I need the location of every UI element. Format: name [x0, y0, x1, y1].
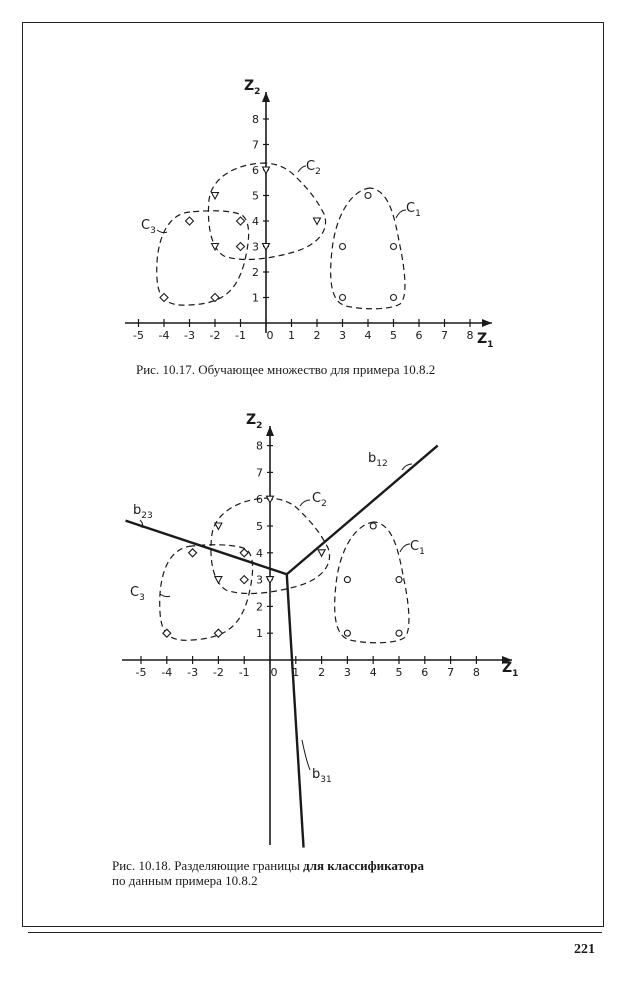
data-point-c3	[163, 629, 171, 637]
y-tick-label: 3	[256, 573, 263, 587]
x-tick-label: 0	[266, 329, 274, 342]
data-point-c1	[396, 577, 402, 583]
y-axis-label: $Z_2$	[244, 78, 261, 97]
boundary-b31-label: $b_{31}$	[312, 767, 332, 785]
y-axis-arrow	[266, 426, 274, 436]
boundary-b23-label: $b_{23}$	[133, 503, 153, 521]
x-axis-arrow	[482, 319, 492, 327]
data-point-c2	[318, 550, 325, 557]
data-point-c1	[344, 630, 350, 636]
page-number: 221	[574, 942, 595, 957]
y-axis-arrow	[262, 92, 270, 102]
y-tick-label: 7	[252, 138, 259, 152]
x-tick-label: -5	[133, 329, 144, 342]
x-tick-label: -1	[238, 666, 250, 679]
data-point-c3	[211, 294, 219, 302]
data-point-c2	[212, 193, 219, 200]
x-tick-label: 8	[466, 329, 474, 342]
x-tick-label: -4	[158, 329, 170, 342]
x-tick-label: 1	[292, 666, 300, 679]
data-point-c1	[370, 523, 376, 529]
boundary-b12	[287, 446, 438, 575]
class-c2-label: $C_2$	[312, 491, 327, 509]
class-c3-label: $C_3$	[141, 218, 156, 236]
y-tick-label: 4	[252, 215, 259, 228]
figure-10-18-caption	[112, 858, 424, 888]
c1-leader	[400, 544, 410, 552]
y-tick-label: 2	[256, 600, 263, 614]
c3-leader	[157, 230, 167, 233]
data-point-c1	[365, 193, 371, 199]
x-tick-label: -2	[209, 329, 221, 342]
figure-10-18	[0, 400, 633, 850]
x-tick-label: -2	[212, 666, 224, 679]
class-c2-label: $C_2$	[306, 159, 321, 177]
footer-rule	[28, 932, 602, 933]
y-tick-label: 6	[256, 493, 263, 507]
x-tick-label: 7	[447, 666, 455, 679]
data-point-c1	[340, 244, 346, 250]
data-point-c3	[189, 549, 197, 557]
y-tick-label: 7	[256, 466, 263, 480]
y-tick-label: 5	[256, 520, 263, 533]
x-axis-label: $Z_1$	[477, 331, 494, 350]
y-tick-label: 8	[256, 439, 263, 453]
y-axis-label: $Z_2$	[246, 412, 263, 431]
x-tick-label: 4	[369, 666, 377, 679]
class-c3-region	[157, 211, 249, 305]
x-tick-label: 5	[395, 666, 403, 679]
x-tick-label: 5	[390, 329, 397, 342]
figure-10-17-caption: Рис. 10.17. Обучающее множество для примера 10.8.2	[136, 362, 436, 377]
data-point-c2	[215, 523, 222, 530]
x-axis-label: $Z_1$	[502, 660, 519, 679]
x-tick-label: 3	[339, 329, 346, 342]
y-tick-label: 3	[252, 240, 259, 254]
x-tick-label: -5	[135, 666, 147, 679]
c2-leader	[298, 166, 306, 172]
x-tick-label: 8	[472, 666, 480, 679]
data-point-c2	[314, 218, 321, 225]
caption-line-1: Рис. 10.18. Разделяющие границы для классификатора	[112, 858, 424, 873]
x-tick-label: -3	[187, 666, 199, 679]
x-tick-label: 7	[441, 329, 448, 342]
y-tick-label: 6	[252, 164, 259, 177]
data-point-c3	[186, 217, 194, 225]
b31-leader	[302, 740, 310, 770]
y-tick-label: 1	[252, 291, 259, 305]
c2-leader	[300, 500, 310, 506]
data-point-c1	[340, 295, 346, 301]
x-tick-label: 6	[415, 329, 423, 342]
c1-leader	[396, 210, 406, 218]
x-tick-label: -4	[161, 666, 173, 679]
class-c3-label: $C_3$	[130, 585, 145, 603]
x-tick-label: 1	[288, 329, 295, 342]
x-tick-label: -3	[184, 329, 195, 342]
x-tick-label: 0	[270, 666, 278, 679]
caption-line-2: по данным примера 10.8.2	[112, 873, 258, 888]
data-point-c1	[396, 630, 402, 636]
y-tick-label: 5	[252, 189, 259, 203]
x-tick-label: 2	[318, 666, 326, 679]
boundary-b31	[287, 574, 304, 847]
boundary-b12-label: $b_{12}$	[368, 451, 388, 469]
x-tick-label: 2	[313, 329, 321, 342]
x-tick-label: 6	[421, 666, 429, 679]
data-point-c3	[160, 294, 168, 302]
y-tick-label: 8	[252, 113, 259, 126]
data-point-c1	[391, 295, 397, 301]
data-point-c3	[240, 576, 248, 584]
y-tick-label: 2	[252, 266, 259, 279]
data-point-c1	[344, 577, 350, 583]
data-point-c3	[237, 217, 245, 225]
class-c1-label: $C_1$	[406, 201, 421, 219]
data-point-c1	[391, 244, 397, 250]
data-point-c2	[215, 577, 222, 584]
data-point-c3	[240, 549, 248, 557]
x-tick-label: -1	[235, 329, 246, 342]
class-c1-label: $C_1$	[410, 539, 425, 557]
data-point-c3	[237, 243, 245, 251]
x-tick-label: 4	[364, 329, 372, 342]
y-tick-label: 4	[256, 546, 263, 560]
x-tick-label: 3	[343, 666, 351, 679]
y-tick-label: 1	[256, 627, 263, 641]
c3-leader	[160, 594, 170, 597]
